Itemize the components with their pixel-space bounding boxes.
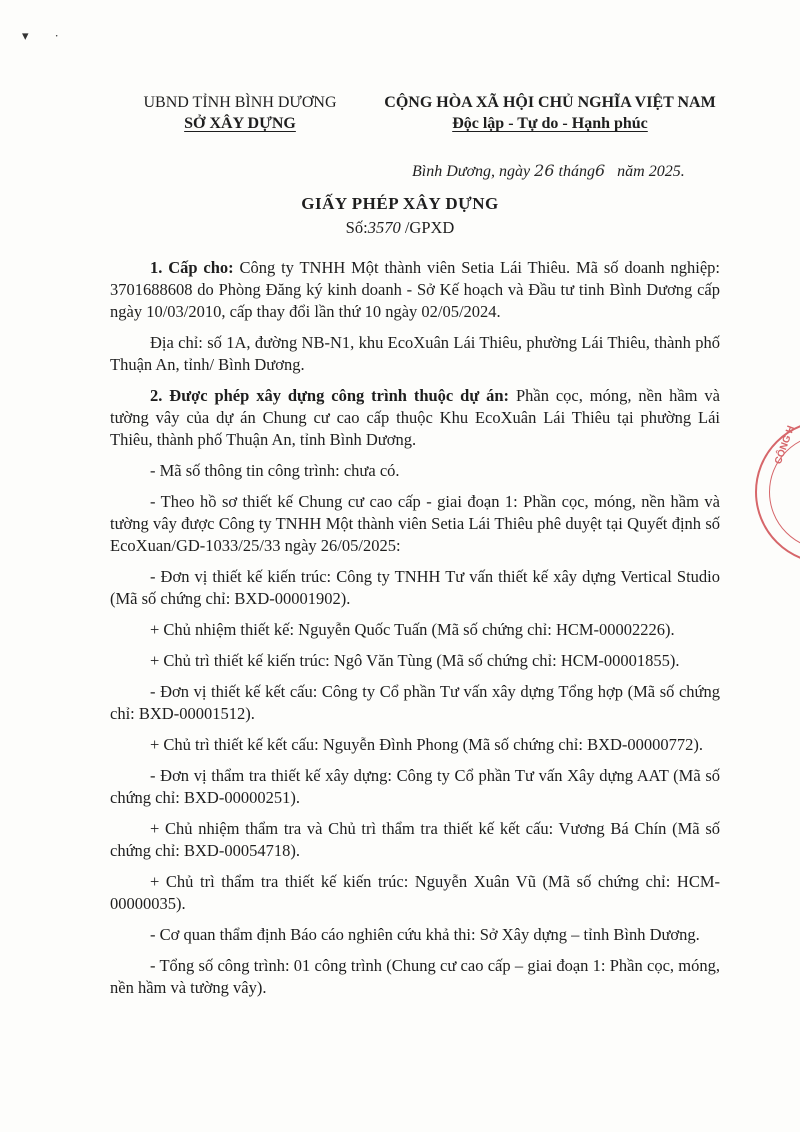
red-seal-stamp bbox=[755, 420, 800, 564]
dateline-day: 26 bbox=[534, 161, 555, 180]
address-paragraph: Địa chỉ: số 1A, đường NB-N1, khu EcoXuân Lái Thiêu, phường Lái Thiêu, thành phố Thuận An, tỉnh/ Bình Dương. bbox=[110, 333, 720, 374]
list-item: - Đơn vị thiết kế kết cấu: Công ty Cổ phần Tư vấn xây dựng Tổng hợp (Mã số chứng chỉ: BXD-00001512). bbox=[110, 682, 720, 723]
document-body bbox=[110, 257, 720, 1008]
red-seal-text: CÔNG H bbox=[773, 424, 798, 466]
list-item: - Mã số thông tin công trình: chưa có. bbox=[150, 461, 400, 480]
number-value: 3570 bbox=[367, 218, 401, 237]
scan-marks: ▾ · bbox=[22, 28, 59, 43]
dateline-month: 6 bbox=[594, 161, 606, 180]
country-name: CỘNG HÒA XÃ HỘI CHỦ NGHĨA VIỆT NAM bbox=[384, 94, 716, 111]
list-item: + Chủ nhiệm thẩm tra và Chủ trì thẩm tra thiết kế kết cấu: Vương Bá Chín (Mã số chứng chỉ: BXD-00054718). bbox=[110, 819, 720, 860]
list-item: - Đơn vị thiết kế kiến trúc: Công ty TNHH Tư vấn thiết kế xây dựng Vertical Studio (Mã số chứng chỉ: BXD-00001902). bbox=[110, 567, 720, 608]
grantee-label: 1. Cấp cho: bbox=[150, 258, 234, 277]
grantee-text: Công ty TNHH Một thành viên Setia Lái Thiêu. Mã số doanh nghiệp: 3701688608 do Phòng Đăng ký kinh doanh - Sở Kế hoạch và Đầu tư tinh Bình Dương cấp ngày 10/03/2010, cấp thay đổi lần thứ 10 ngày 02/05/2024. bbox=[110, 258, 720, 321]
dateline-month-label: tháng bbox=[558, 163, 595, 180]
number-prefix: Số: bbox=[345, 218, 368, 237]
dateline bbox=[412, 161, 685, 181]
permit-scope-paragraph bbox=[110, 385, 720, 451]
permit-scope-label: 2. Được phép xây dựng công trình thuộc dự án: bbox=[150, 386, 510, 405]
agency-province: UBND TỈNH BÌNH DƯƠNG bbox=[143, 94, 337, 111]
national-header bbox=[360, 92, 740, 134]
document-title: GIẤY PHÉP XÂY DỰNG bbox=[301, 194, 499, 213]
permit-scope-text: Phần cọc, móng, nền hầm và tường vây của dự án Chung cư cao cấp thuộc Khu EcoXuân Lái Thiêu tại phường Lái Thiêu, thành phố Thuận An, tỉnh Bình Dương. bbox=[110, 386, 720, 449]
list-item: + Chủ trì thẩm tra thiết kế kiến trúc: Nguyễn Xuân Vũ (Mã số chứng chỉ: HCM-00000035). bbox=[110, 872, 720, 913]
dateline-year: năm 2025. bbox=[617, 163, 685, 180]
list-item: - Đơn vị thẩm tra thiết kế xây dựng: Công ty Cổ phần Tư vấn Xây dựng AAT (Mã số chứng chỉ: BXD-00000251). bbox=[110, 766, 720, 807]
dateline-prefix: Bình Dương, ngày bbox=[412, 163, 531, 180]
issuing-agency bbox=[90, 92, 390, 134]
list-item: - Theo hồ sơ thiết kế Chung cư cao cấp - giai đoạn 1: Phần cọc, móng, nền hầm và tường vây được Công ty TNHH Một thành viên Setia Lái Thiêu phê duyệt tại Quyết định số EcoXuan/GD-1033/25/33 ngày 26/05/2025: bbox=[110, 492, 720, 555]
document-number bbox=[0, 218, 800, 238]
list-item: - Cơ quan thẩm định Báo cáo nghiên cứu khả thi: Sở Xây dựng – tỉnh Bình Dương. bbox=[150, 925, 700, 944]
agency-department: SỞ XÂY DỰNG bbox=[184, 115, 296, 132]
national-motto: Độc lập - Tự do - Hạnh phúc bbox=[452, 115, 648, 132]
number-suffix: /GPXD bbox=[404, 218, 455, 237]
list-item: + Chủ trì thiết kế kiến trúc: Ngô Văn Tùng (Mã số chứng chỉ: HCM-00001855). bbox=[150, 651, 680, 670]
list-item: - Tổng số công trình: 01 công trình (Chung cư cao cấp – giai đoạn 1: Phần cọc, móng, nền hầm và tường vây). bbox=[110, 956, 720, 997]
grantee-paragraph bbox=[110, 257, 720, 323]
list-item: + Chủ nhiệm thiết kế: Nguyễn Quốc Tuấn (Mã số chứng chỉ: HCM-00002226). bbox=[150, 620, 675, 639]
list-item: + Chủ trì thiết kế kết cấu: Nguyễn Đình Phong (Mã số chứng chỉ: BXD-00000772). bbox=[150, 735, 704, 754]
